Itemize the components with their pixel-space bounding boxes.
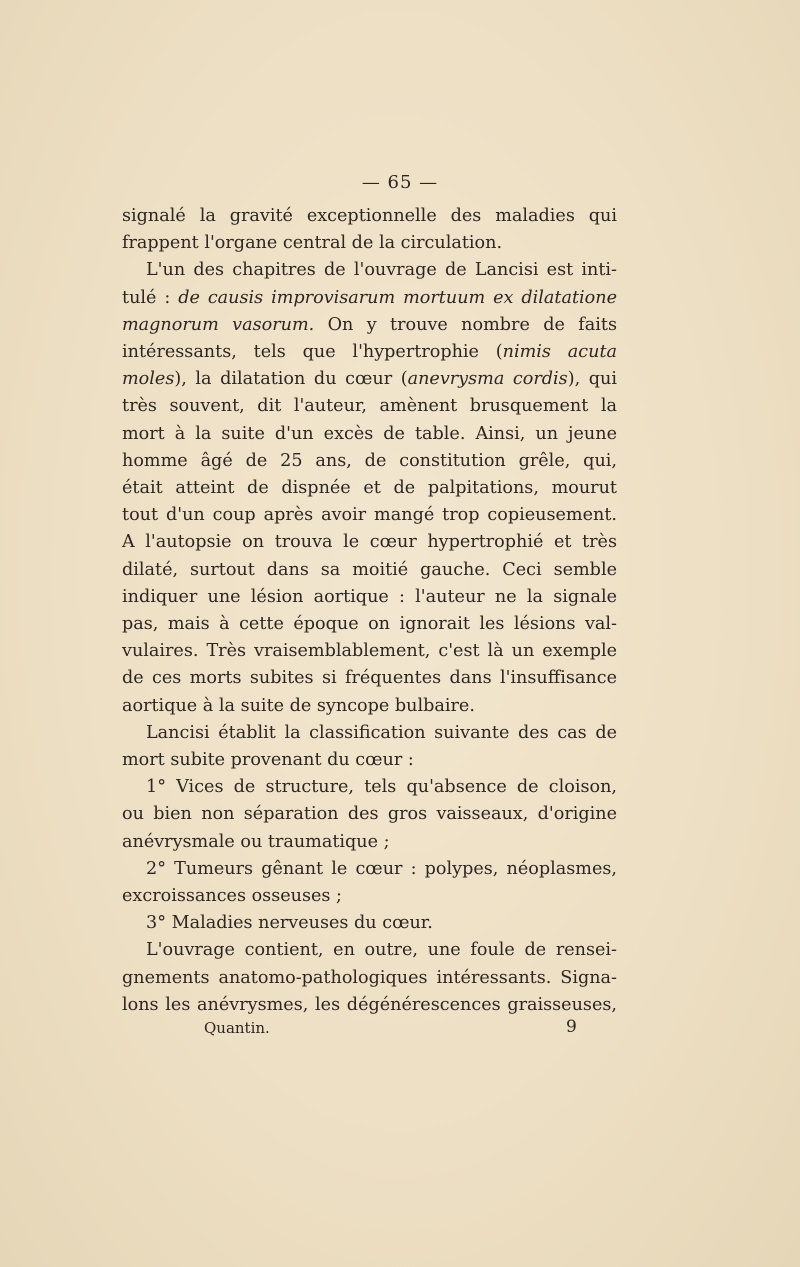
- latin-term: anevrysma cordis: [407, 369, 568, 390]
- text-line: [122, 366, 617, 393]
- text-segment: ), qui: [567, 369, 617, 390]
- text-line: était atteint de dispnée et de palpitations, mourut: [122, 478, 617, 499]
- text-line: pas, mais à cette époque on ignorait les lésions val-: [122, 614, 617, 635]
- latin-term: moles: [122, 369, 175, 390]
- text-line: [122, 312, 617, 339]
- text-line: [122, 339, 617, 366]
- text-line: signalé la gravité exceptionnelle des maladies qui: [122, 206, 617, 226]
- sheet-number: 9: [566, 1017, 577, 1037]
- text-line: ou bien non séparation des gros vaisseaux, d'origine: [122, 804, 617, 825]
- text-segment: intéressants, tels que l'hypertrophie (: [122, 342, 503, 363]
- text-line: L'ouvrage contient, en outre, une foule de rensei-: [146, 940, 617, 961]
- text-line: mort subite provenant du cœur :: [122, 750, 414, 771]
- page-number: — 65 —: [361, 172, 439, 193]
- text-line: anévrysmale ou traumatique ;: [122, 831, 390, 852]
- text-line: frappent l'organe central de la circulation.: [122, 233, 503, 254]
- text-line: [122, 285, 617, 312]
- text-line: L'un des chapitres de l'ouvrage de Lancisi est inti-: [146, 260, 617, 281]
- text-line: lons les anévrysmes, les dégénérescences graisseuses,: [122, 994, 617, 1015]
- text-line: A l'autopsie on trouva le cœur hypertrophié et très: [122, 532, 617, 553]
- text-segment: tulé :: [122, 287, 171, 308]
- text-line: indiquer une lésion aortique : l'auteur ne la signale: [122, 586, 617, 607]
- text-line: 2° Tumeurs gênant le cœur : polypes, néoplasmes,: [146, 858, 617, 879]
- text-line: tout d'un coup après avoir mangé trop copieusement.: [122, 505, 617, 526]
- text-line: Lancisi établit la classification suivante des cas de: [146, 722, 617, 743]
- latin-title-end: magnorum vasorum.: [122, 314, 315, 335]
- text-line: mort à la suite d'un excès de table. Ainsi, un jeune: [122, 423, 617, 444]
- text-line: 3° Maladies nerveuses du cœur.: [146, 913, 433, 934]
- text-line: de ces morts subites si fréquentes dans l'insuffisance: [122, 668, 617, 689]
- text-line: très souvent, dit l'auteur, amènent brusquement la: [122, 396, 617, 417]
- body-text: [122, 203, 617, 1019]
- text-line: gnements anatomo-pathologiques intéressants. Signa-: [122, 967, 617, 988]
- text-line: 1° Vices de structure, tels qu'absence de cloison,: [146, 777, 617, 798]
- text-segment: On y trouve nombre de faits: [327, 314, 617, 335]
- text-line: vulaires. Très vraisemblablement, c'est là un exemple: [122, 641, 617, 662]
- printer-signature: Quantin.: [204, 1019, 270, 1037]
- text-segment: ), la dilatation du cœur (: [174, 369, 408, 390]
- latin-title: de causis improvisarum mortuum ex dilatatione: [178, 287, 617, 308]
- text-line: homme âgé de 25 ans, de constitution grêle, qui,: [122, 450, 617, 471]
- text-line: aortique à la suite de syncope bulbaire.: [122, 695, 475, 716]
- latin-term: nimis acuta: [502, 342, 618, 363]
- text-line: excroissances osseuses ;: [122, 886, 342, 907]
- text-line: dilaté, surtout dans sa moitié gauche. Ceci semble: [122, 559, 617, 580]
